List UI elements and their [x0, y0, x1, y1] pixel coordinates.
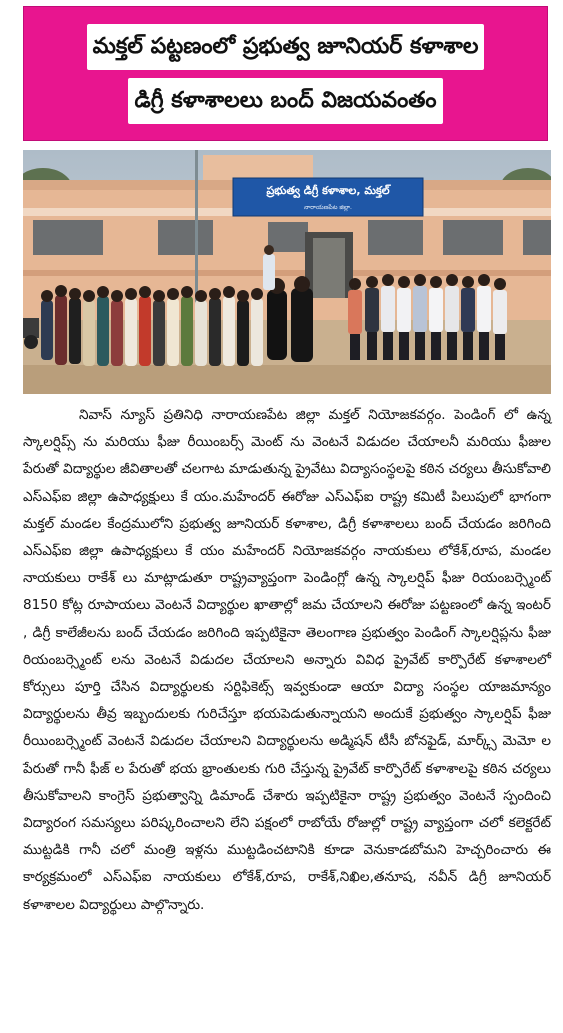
- signboard-subtitle: నారాయణపేట జిల్లా.: [304, 204, 352, 211]
- headline-line-1: మక్తల్ పట్టణంలో ప్రభుత్వ జూనియర్ కళాశాల: [87, 24, 485, 70]
- signboard-title: ప్రభుత్వ డిగ్రీ కళాశాల, మక్తల్: [266, 184, 390, 197]
- article-body: [23, 402, 551, 919]
- college-protest-illustration: [23, 150, 551, 394]
- headline-banner: [23, 6, 548, 141]
- news-photo: [23, 150, 551, 394]
- headline-line-2: డిగ్రీ కళాశాలలు బంద్ విజయవంతం: [128, 78, 442, 124]
- article-paragraph: నివాస్ న్యూస్ ప్రతినిధి నారాయణపేట జిల్లా మక్తల్ నియోజకవర్గం. పెండింగ్ లో ఉన్న స్కాలర్షిప్స్ ను మరియు ఫీజు రీయింబర్స్ మెంట్ ను వెంటనే విడుదల చేయాలనీ మరియు ఫీజుల పేరుతో విద్యార్థుల జీవితాలతో చలగాట మాడుతున్న ప్రైవేటు విద్యాసంస్థలపై కఠిన చర్యలు తీసుకోవాలి ఎస్ఎఫ్ఐ జిల్లా ఉపాధ్యక్షులు కే యం.మహేందర్ ఈరోజు ఎస్ఎఫ్ఐ రాష్ట్ర కమిటీ పిలుపులో భాగంగా మక్తల్ మండల కేంద్రములోని ప్రభుత్వ జూనియర్ కళాశాల, డిగ్రీ కళాశాలలు బంద్ చేయడం జరిగింది ఎస్ఎఫ్ఐ జిల్లా ఉపాధ్యక్షులు కే యం మహేందర్ నియోజకవర్గం నాయకులు లోకేశ్,రూప, మండల నాయకులు రాకేశ్ లు మాట్లాడుతూ రాష్ట్రవ్యాప్తంగా పెండింగ్లో ఉన్న స్కాలర్షిప్ ఫీజు రియంబర్స్మెంట్ 8150 కోట్ల రూపాయలు వెంటనే విద్యార్థుల ఖాతాల్లో జమ చేయాలని ఈరోజు పట్టణంలో ఉన్న ఇంటర్ , డిగ్రీ కాలేజీలను బంద్ చేయడం జరిగింది ఇప్పటికైనా తెలంగాణ ప్రభుత్వం పెండింగ్ స్కాలర్షిప్లను ఫీజు రియంబర్స్మెంట్ లను వెంటనే విడుదల చేయాలని అన్నారు వివిధ ప్రైవేట్ కార్పొరేట్ కళాశాలలో కోర్సులు పూర్తి చేసిన విద్యార్థులకు సర్టిఫికెట్స్ ఇవ్వకుండా ఆయా విద్యా సంస్థల యాజమాన్యం విద్యార్థులను తీవ్ర ఇబ్బందులకు గురిచేస్తూ భయపెడుతున్నాయని అందుకే ప్రభుత్వం స్కాలర్షిప్ ఫీజు రీయింబర్స్మెంట్ వెంటనే విడుదల చేయాలని విద్యార్థులను అడ్మిషన్ టీసీ బోనఫైడ్, మార్క్స్ మెమో ల పేరుతో గానీ ఫీజ్ ల పేరుతో భయ భ్రాంతులకు గురి చేస్తున్న ప్రైవేట్ కార్పొరేట్ కళాశాలపై కఠిన చర్యలు తీసుకోవాలని కాంగ్రెస్ ప్రభుత్వాన్ని డిమాండ్ చేశారు ఇప్పటికైనా రాష్ట్ర ప్రభుత్వం వెంటనే స్పందించి విద్యారంగ సమస్యలు పరిష్కరించాలని లేని పక్షంలో రాబోయే రోజుల్లో రాష్ట్ర వ్యాప్తంగా చలో కలెక్టరేట్ ముట్టడికి గానీ చలో మంత్రి ఇళ్లను ముట్టడించటానికి కూడా వెనుకాడబోమని హెచ్చరించారు ఈ కార్యక్రమంలో ఎస్ఎఫ్ఐ నాయకులు లోకేశ్,రూప, రాకేశ్,నిఖిల,తనూష, నవీన్ డిగ్రీ జూనియర్ కళాశాలల విద్యార్థులు పాల్గొన్నారు.: [23, 407, 552, 913]
